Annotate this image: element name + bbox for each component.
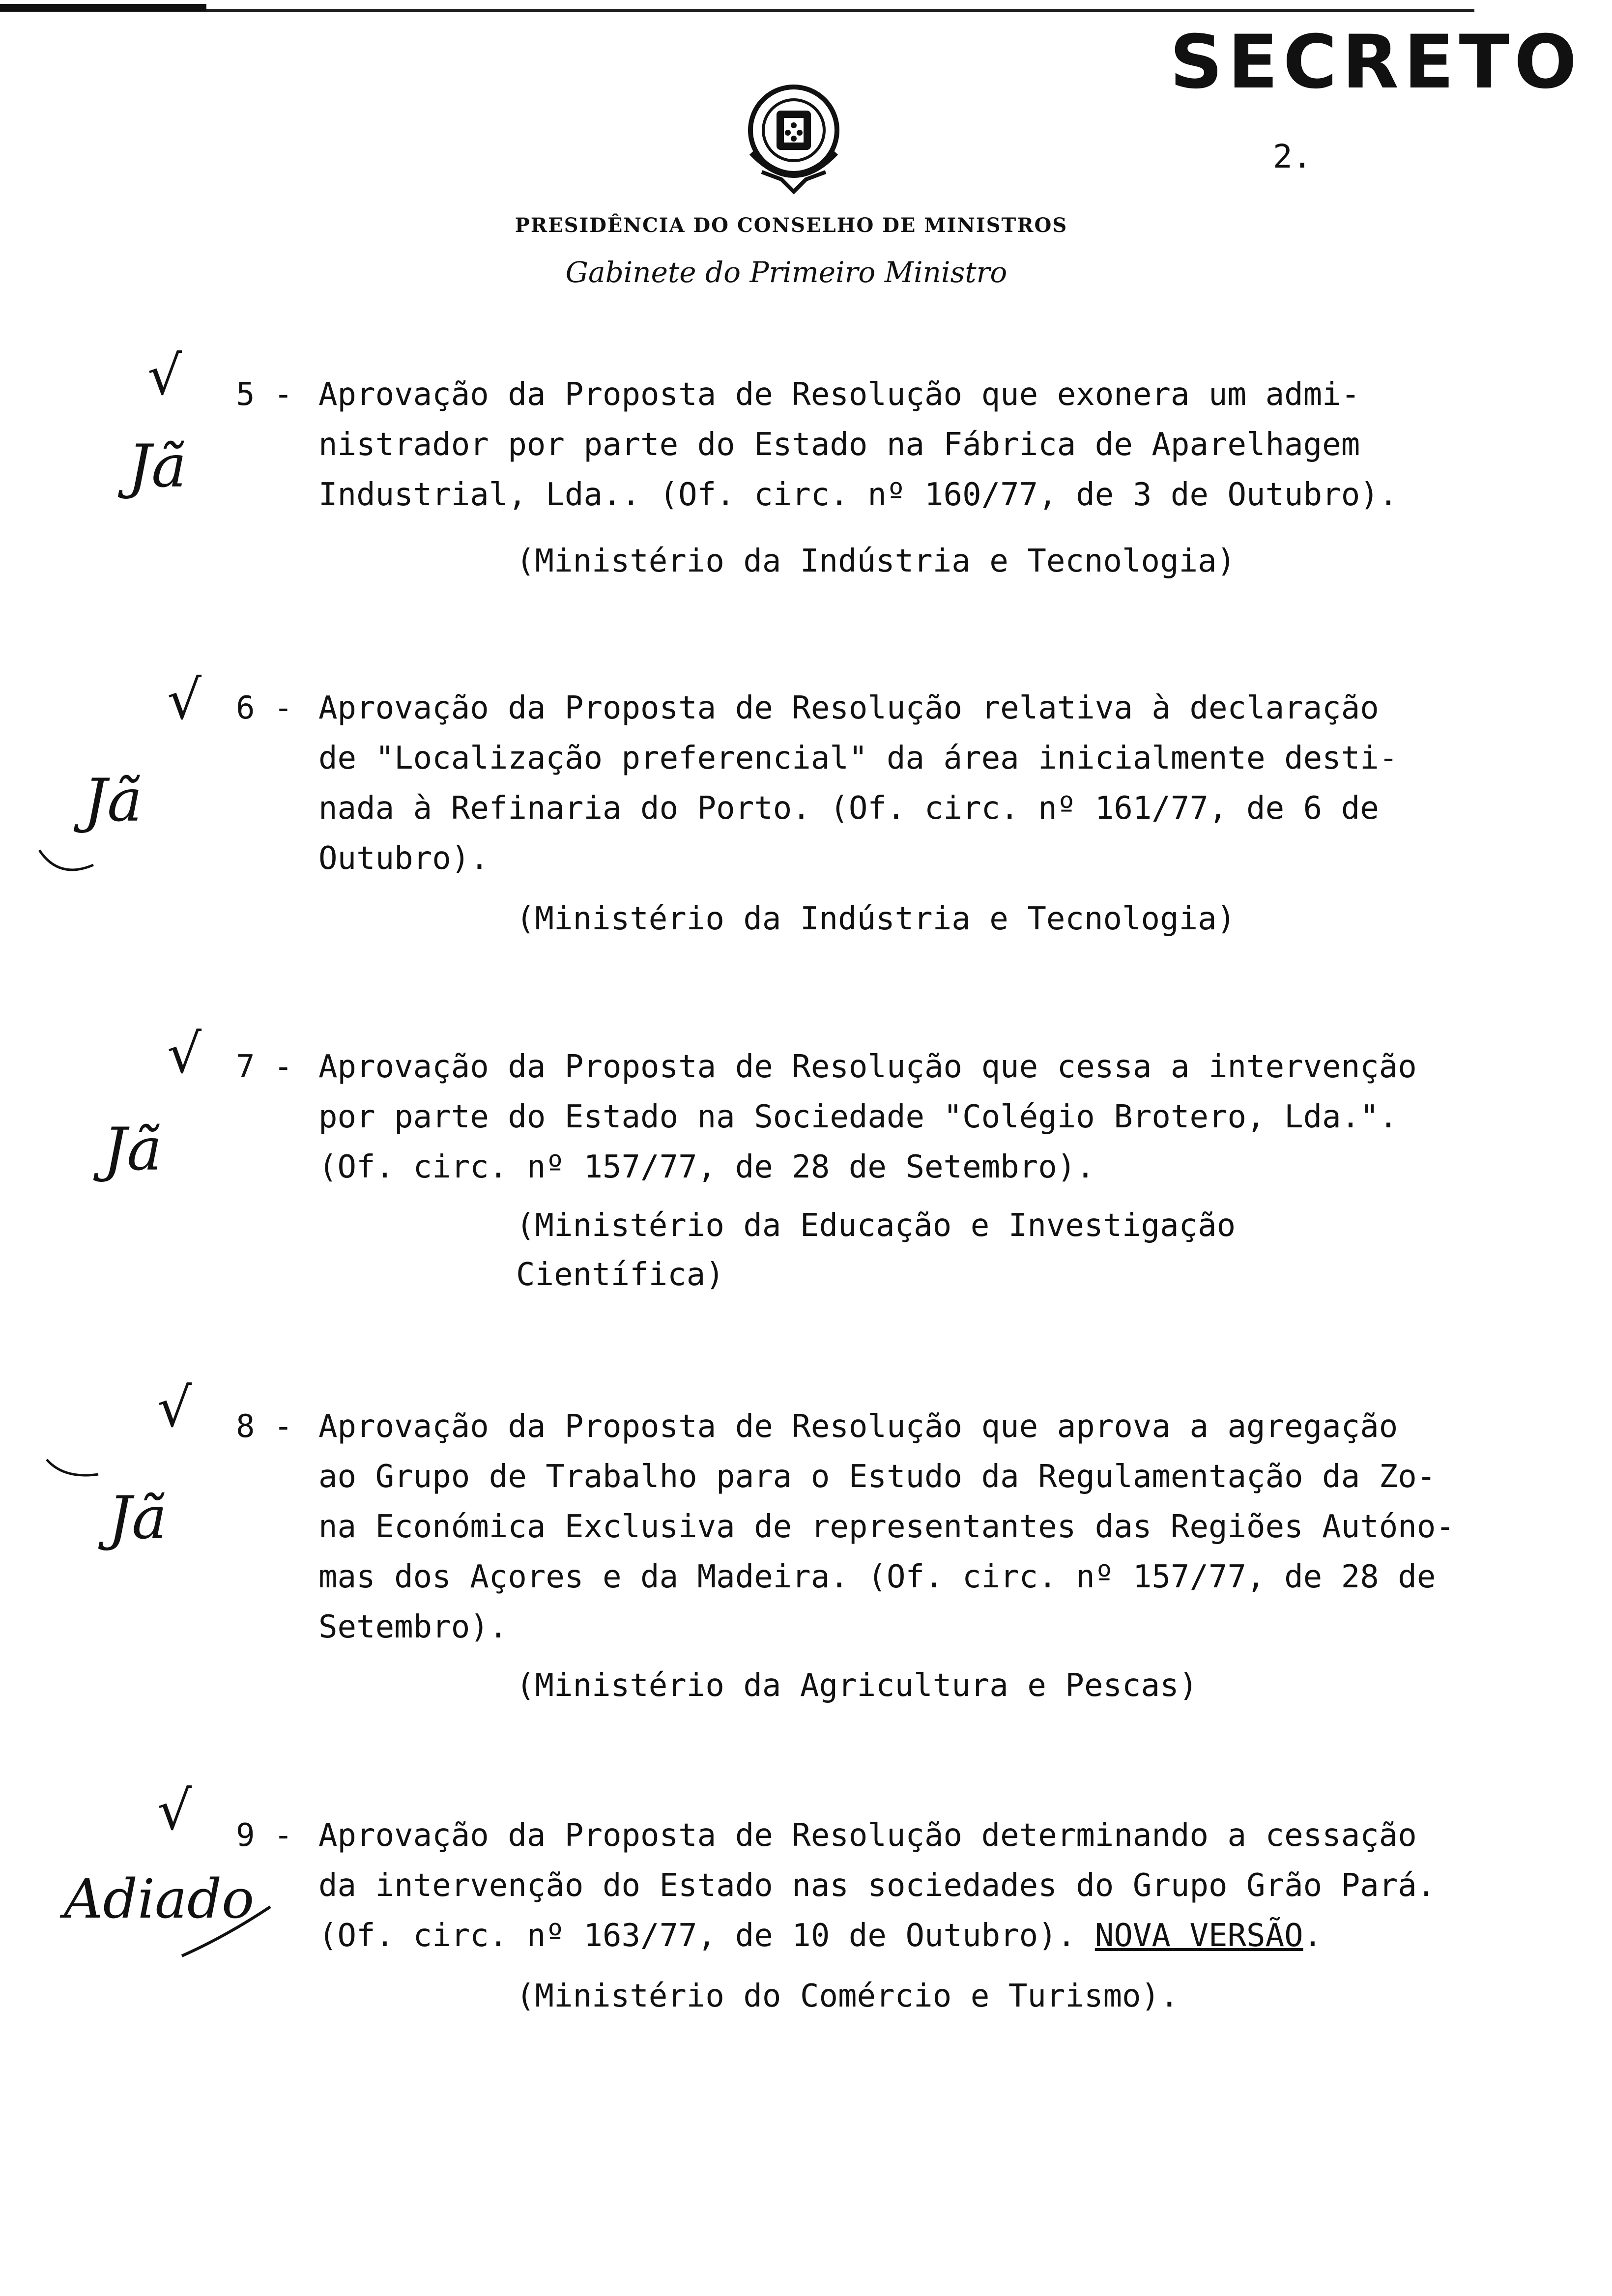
pen-stroke	[177, 1902, 275, 1961]
agenda-item-5	[236, 370, 1533, 527]
item-number: 6 -	[236, 690, 293, 726]
classification-stamp: SECRETO	[1170, 20, 1582, 105]
item-number: 7 -	[236, 1049, 293, 1085]
check-mark-item-5: √	[147, 344, 182, 407]
page-number: 2.	[1273, 138, 1312, 175]
check-mark-item-8: √	[157, 1376, 192, 1439]
header-organization: PRESIDÊNCIA DO CONSELHO DE MINISTROS	[515, 214, 1068, 237]
item-text-underlined: NOVA VERSÃO	[1094, 1918, 1303, 1954]
initials-item-8: Jã	[108, 1484, 167, 1552]
initials-item-6: Jã	[84, 767, 143, 835]
item-9-ministry: (Ministério do Comércio e Turismo).	[516, 1978, 1179, 2014]
item-8-ministry: (Ministério da Agricultura e Pescas)	[516, 1667, 1198, 1704]
check-mark-item-7: √	[167, 1022, 202, 1085]
item-text-end: .	[1303, 1918, 1323, 1954]
agenda-item-6	[236, 683, 1533, 890]
item-text-main: Aprovação da Proposta de Resolução determinando a cessação da intervenção do Estado nas sociedades do Grupo Grão Pará. (Of. circ. nº 163/77, de 10 de Outubro).	[318, 1817, 1436, 1954]
check-mark-item-9: √	[157, 1779, 192, 1842]
handwritten-note-item-9: Adiado	[64, 1867, 255, 1930]
check-mark-item-6: √	[167, 668, 202, 731]
item-text: Aprovação da Proposta de Resolução que exonera um admi- nistrador por parte do Estado na Fábrica de Aparelhagem Industrial, Lda.. (Of. circ. nº 160/77, de 3 de Outubro).	[318, 376, 1398, 513]
top-rule-mark	[0, 4, 206, 11]
initials-item-5: Jã	[128, 432, 187, 501]
item-text: Aprovação da Proposta de Resolução relativa à declaração de "Localização preferencial" da área inicialmente desti- nada à Refinaria do Porto. (Of. circ. nº 161/77, de 6 de Outubro).	[318, 690, 1398, 877]
item-6-ministry: (Ministério da Indústria e Tecnologia)	[516, 901, 1236, 937]
top-rule	[0, 9, 1474, 12]
agenda-item-8	[236, 1402, 1533, 1657]
agenda-item-9	[236, 1810, 1533, 1968]
item-number: 9 -	[236, 1817, 293, 1854]
item-text	[318, 1810, 1527, 1961]
item-number: 5 -	[236, 376, 293, 413]
item-7-ministry: (Ministério da Educação e Investigação Científica)	[516, 1207, 1236, 1293]
initials-item-7: Jã	[103, 1116, 162, 1184]
header-office: Gabinete do Primeiro Ministro	[565, 256, 1008, 289]
pen-stroke	[34, 845, 98, 885]
coat-of-arms-seal	[737, 79, 850, 197]
item-5-ministry: (Ministério da Indústria e Tecnologia)	[516, 543, 1236, 579]
item-text: Aprovação da Proposta de Resolução que aprova a agregação ao Grupo de Trabalho para o Estudo da Regulamentação da Zo- na Económica Exclusiva de representantes das Regiões Autóno- mas dos Açores e da Madeira. (Of. circ. nº 157/77, de 28 de Setembro).	[318, 1408, 1455, 1645]
agenda-item-7	[236, 1042, 1533, 1199]
item-number: 8 -	[236, 1408, 293, 1445]
item-text: Aprovação da Proposta de Resolução que cessa a intervenção por parte do Estado na Sociedade "Colégio Brotero, Lda.". (Of. circ. nº 157/77, de 28 de Setembro).	[318, 1049, 1417, 1185]
pen-stroke	[44, 1455, 103, 1484]
